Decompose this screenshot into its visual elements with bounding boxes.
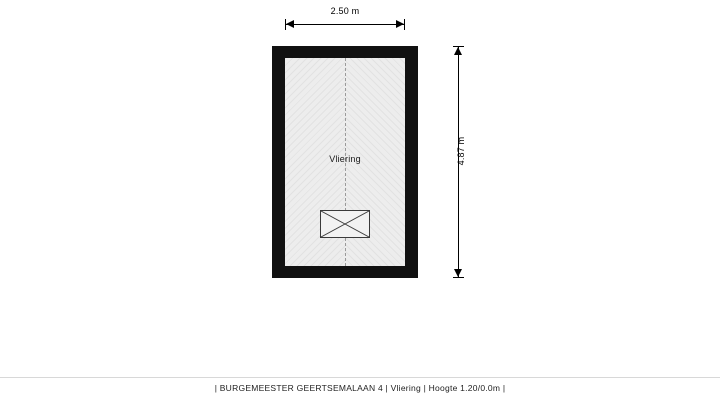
floorplan-walls — [272, 46, 418, 278]
stair-opening — [320, 210, 370, 238]
height-dimension-label: 4.87 m — [456, 136, 466, 166]
arrow-right-icon — [396, 20, 404, 28]
height-dimension-cap-bottom — [453, 277, 464, 278]
height-dimension — [444, 46, 478, 278]
footer-caption: | BURGEMEESTER GEERTSEMALAAN 4 | Vliering | Hoogte 1.20/0.0m | — [214, 383, 506, 393]
footer-divider — [0, 377, 720, 378]
cross-lines-icon — [321, 211, 369, 237]
room-label: Vliering — [329, 154, 361, 164]
arrow-up-icon — [454, 47, 462, 55]
arrow-left-icon — [286, 20, 294, 28]
width-dimension-cap-right — [404, 19, 405, 30]
width-dimension — [285, 6, 405, 32]
arrow-down-icon — [454, 269, 462, 277]
floorplan-room — [285, 58, 405, 266]
width-dimension-line — [285, 24, 405, 25]
width-dimension-label: 2.50 m — [330, 6, 360, 16]
